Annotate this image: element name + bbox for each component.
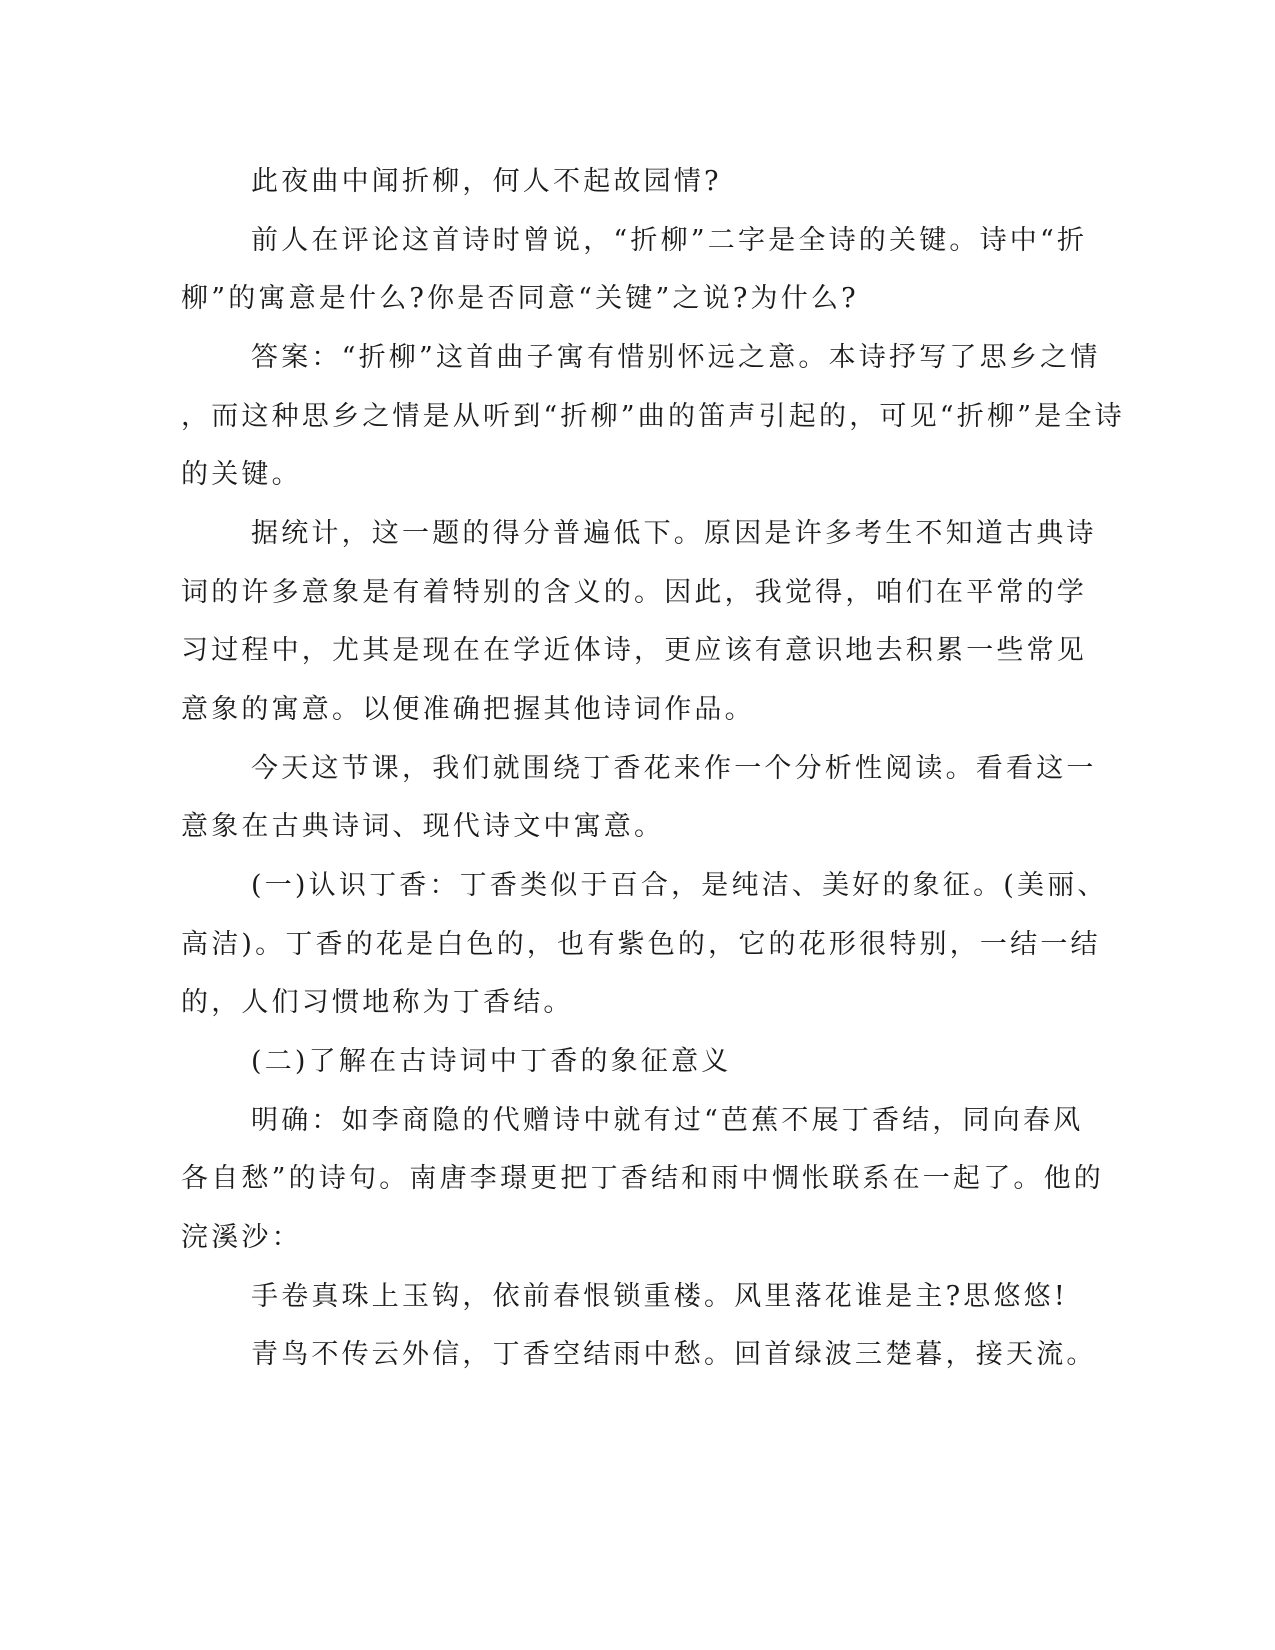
text-line: 此夜曲中闻折柳，何人不起故园情? — [251, 166, 722, 197]
text-line: 柳”的寓意是什么?你是否同意“关键”之说?为什么? — [181, 283, 859, 314]
text-line: 的关键。 — [181, 459, 302, 490]
text-line: 意象的寓意。以便准确把握其他诗词作品。 — [181, 694, 755, 725]
text-line: 浣溪沙： — [181, 1222, 302, 1253]
text-line: 手卷真珠上玉钩，依前春恨锁重楼。风里落花谁是主?思悠悠! — [251, 1281, 1068, 1312]
text-line: 青鸟不传云外信，丁香空结雨中愁。回首绿波三楚暮，接天流。 — [251, 1339, 1097, 1370]
text-line: 的，人们习惯地称为丁香结。 — [181, 987, 574, 1018]
text-line: 高洁)。丁香的花是白色的，也有紫色的，它的花形很特别，一结一结 — [181, 929, 1101, 960]
text-line: 意象在古典诗词、现代诗文中寓意。 — [181, 811, 665, 842]
text-line: 今天这节课，我们就围绕丁香花来作一个分析性阅读。看看这一 — [251, 753, 1097, 784]
text-line: (二)了解在古诗词中丁香的象征意义 — [251, 1046, 732, 1077]
text-line: 各自愁”的诗句。南唐李璟更把丁香结和雨中惆怅联系在一起了。他的 — [181, 1163, 1105, 1194]
text-line: 明确：如李商隐的代赠诗中就有过“芭蕉不展丁香结，同向春风 — [251, 1105, 1084, 1136]
text-line: 习过程中，尤其是现在在学近体诗，更应该有意识地去积累一些常见 — [181, 635, 1087, 666]
text-line: 前人在评论这首诗时曾说，“折柳”二字是全诗的关键。诗中“折 — [251, 225, 1088, 256]
text-line: ，而这种思乡之情是从听到“折柳”曲的笛声引起的，可见“折柳”是全诗 — [181, 401, 1125, 432]
text-line: 答案：“折柳”这首曲子寓有惜别怀远之意。本诗抒写了思乡之情 — [251, 342, 1101, 373]
text-line: 词的许多意象是有着特别的含义的。因此，我觉得，咱们在平常的学 — [181, 577, 1087, 608]
text-line: 据统计，这一题的得分普遍低下。原因是许多考生不知道古典诗 — [251, 518, 1097, 549]
text-line: (一)认识丁香：丁香类似于百合，是纯洁、美好的象征。(美丽、 — [251, 870, 1108, 901]
